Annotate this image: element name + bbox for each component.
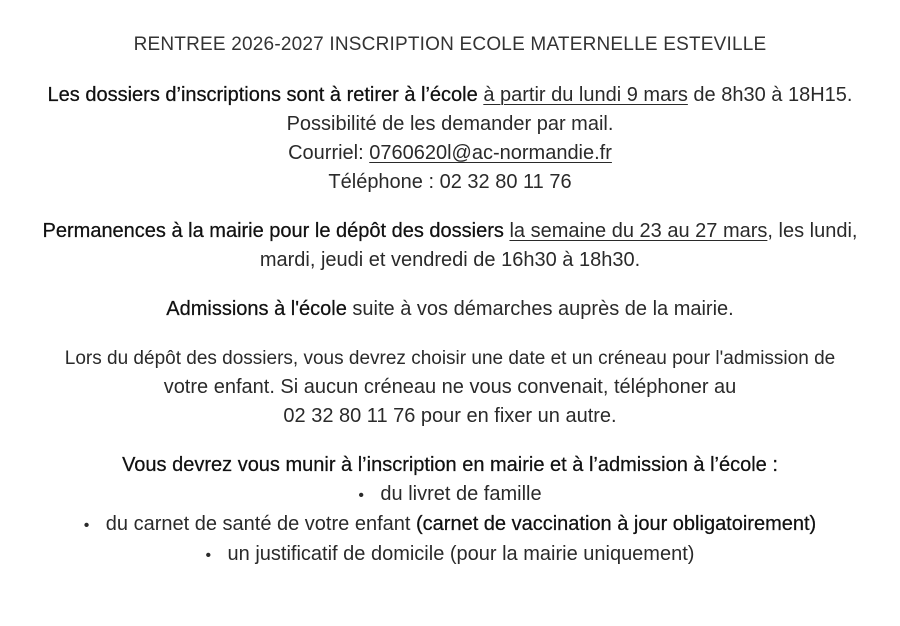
list-item [0,510,900,540]
phone-label: Téléphone : [328,171,435,193]
slot-section [0,344,900,431]
list-item-text: du carnet de santé de votre enfant [105,513,411,535]
retrieval-hours: de 8h30 à 18H15. [693,84,853,106]
permanences-days-2: mardi, jeudi et vendredi de 16h30 à 18h30. [259,249,641,271]
slot-line-3: 02 32 80 11 76 pour en fixer un autre. [283,405,617,427]
slot-line-2: votre enfant. Si aucun créneau ne vous convenait, téléphoner au [163,376,737,398]
phone-number: 02 32 80 11 76 [439,171,572,193]
retrieval-date: à partir du lundi 9 mars [483,84,688,106]
retrieval-section [0,81,900,197]
permanences-period: la semaine du 23 au 27 mars [509,220,768,242]
permanences-lead: Permanences à la mairie pour le dépôt des dossiers [42,220,504,242]
documents-heading: Vous devrez vous munir à l’inscription en mairie et à l’admission à l’école : [122,454,778,476]
bullet-icon: • [205,547,212,564]
documents-section [0,451,900,570]
permanences-days-1: , les lundi, [767,220,858,242]
admissions-section [0,295,900,324]
bullet-icon: • [358,487,365,504]
admissions-line [0,295,900,324]
list-item [0,480,900,510]
admissions-rest: suite à vos démarches auprès de la mairie. [352,298,734,320]
admissions-lead: Admissions à l'école [166,298,347,320]
documents-list [0,480,900,570]
page-title: RENTREE 2026-2027 INSCRIPTION ECOLE MATERNELLE ESTEVILLE [133,34,767,55]
permanences-section [0,217,900,275]
phone-line [0,168,900,197]
list-item-emphasis: (carnet de vaccination à jour obligatoirement) [416,513,817,535]
permanences-line-1 [0,217,900,246]
mail-option: Possibilité de les demander par mail. [286,113,614,135]
email-line [0,139,900,168]
retrieval-line [0,81,900,110]
slot-line-1: Lors du dépôt des dossiers, vous devrez choisir une date et un créneau pour l'admission de [64,348,836,369]
list-item-text: un justificatif de domicile (pour la mairie uniquement) [227,543,695,565]
email-label: Courriel: [288,142,364,164]
retrieval-lead: Les dossiers d’inscriptions sont à retirer à l’école [47,84,478,106]
list-item [0,540,900,570]
list-item-text: du livret de famille [380,483,542,505]
email-link[interactable]: 0760620l@ac-normandie.fr [369,142,612,164]
bullet-icon: • [83,517,90,534]
